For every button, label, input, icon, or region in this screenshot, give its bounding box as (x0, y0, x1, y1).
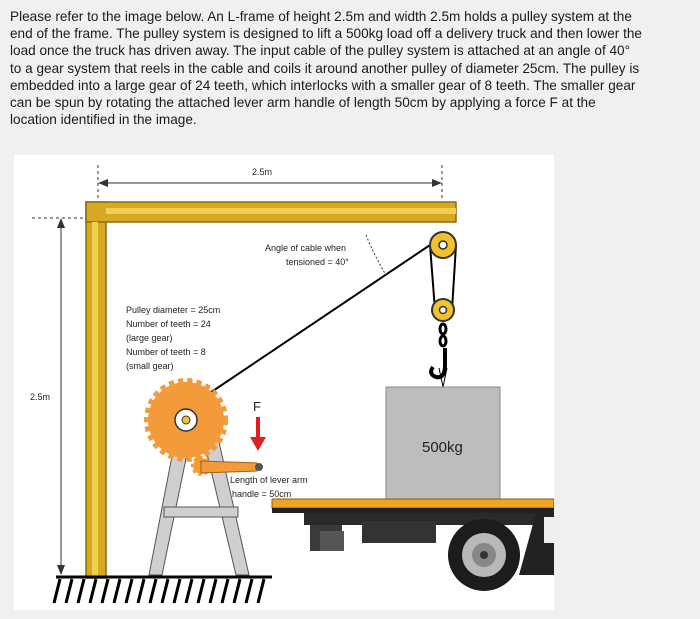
svg-text:Number of teeth = 8: Number of teeth = 8 (126, 347, 206, 357)
question-text: Please refer to the image below. An L-frame of height 2.5m and width 2.5m holds a pulley system at the end of the frame. The pulley system is designed to lift a 500kg load off a delivery truck and then lower the load once the truck has driven away. The input cable of the pulley system is attached at an angle of 40° to a gear system that reels in the cable and coils it around another pulley of diameter 25cm. The pulley is embedded into a large gear of 24 teeth, which interlocks with a smaller gear of 8 teeth. The smaller gear can be spun by rotating the attached lever arm handle of length 50cm by applying a force F at the location identified in the image. (10, 9, 642, 128)
angle-label-line1: Angle of cable when (265, 243, 347, 253)
angle-label-line2: tensioned = 40° (286, 257, 349, 267)
force-label: F (253, 399, 261, 414)
large-gear (148, 382, 224, 458)
height-label: 2.5m (30, 392, 51, 402)
truck-bed (272, 499, 554, 508)
lever-label-line1: Length of lever arm (230, 475, 308, 485)
width-label: 2.5m (252, 167, 273, 177)
svg-text:(small gear): (small gear) (126, 361, 174, 371)
lever-label-line2: handle = 50cm (232, 489, 292, 499)
svg-text:Pulley diameter = 25cm: Pulley diameter = 25cm (126, 305, 221, 315)
crane-diagram (14, 155, 554, 610)
load-label: 500kg (422, 439, 463, 456)
svg-text:Number of teeth = 24: Number of teeth = 24 (126, 319, 211, 329)
svg-text:(large gear): (large gear) (126, 333, 173, 343)
